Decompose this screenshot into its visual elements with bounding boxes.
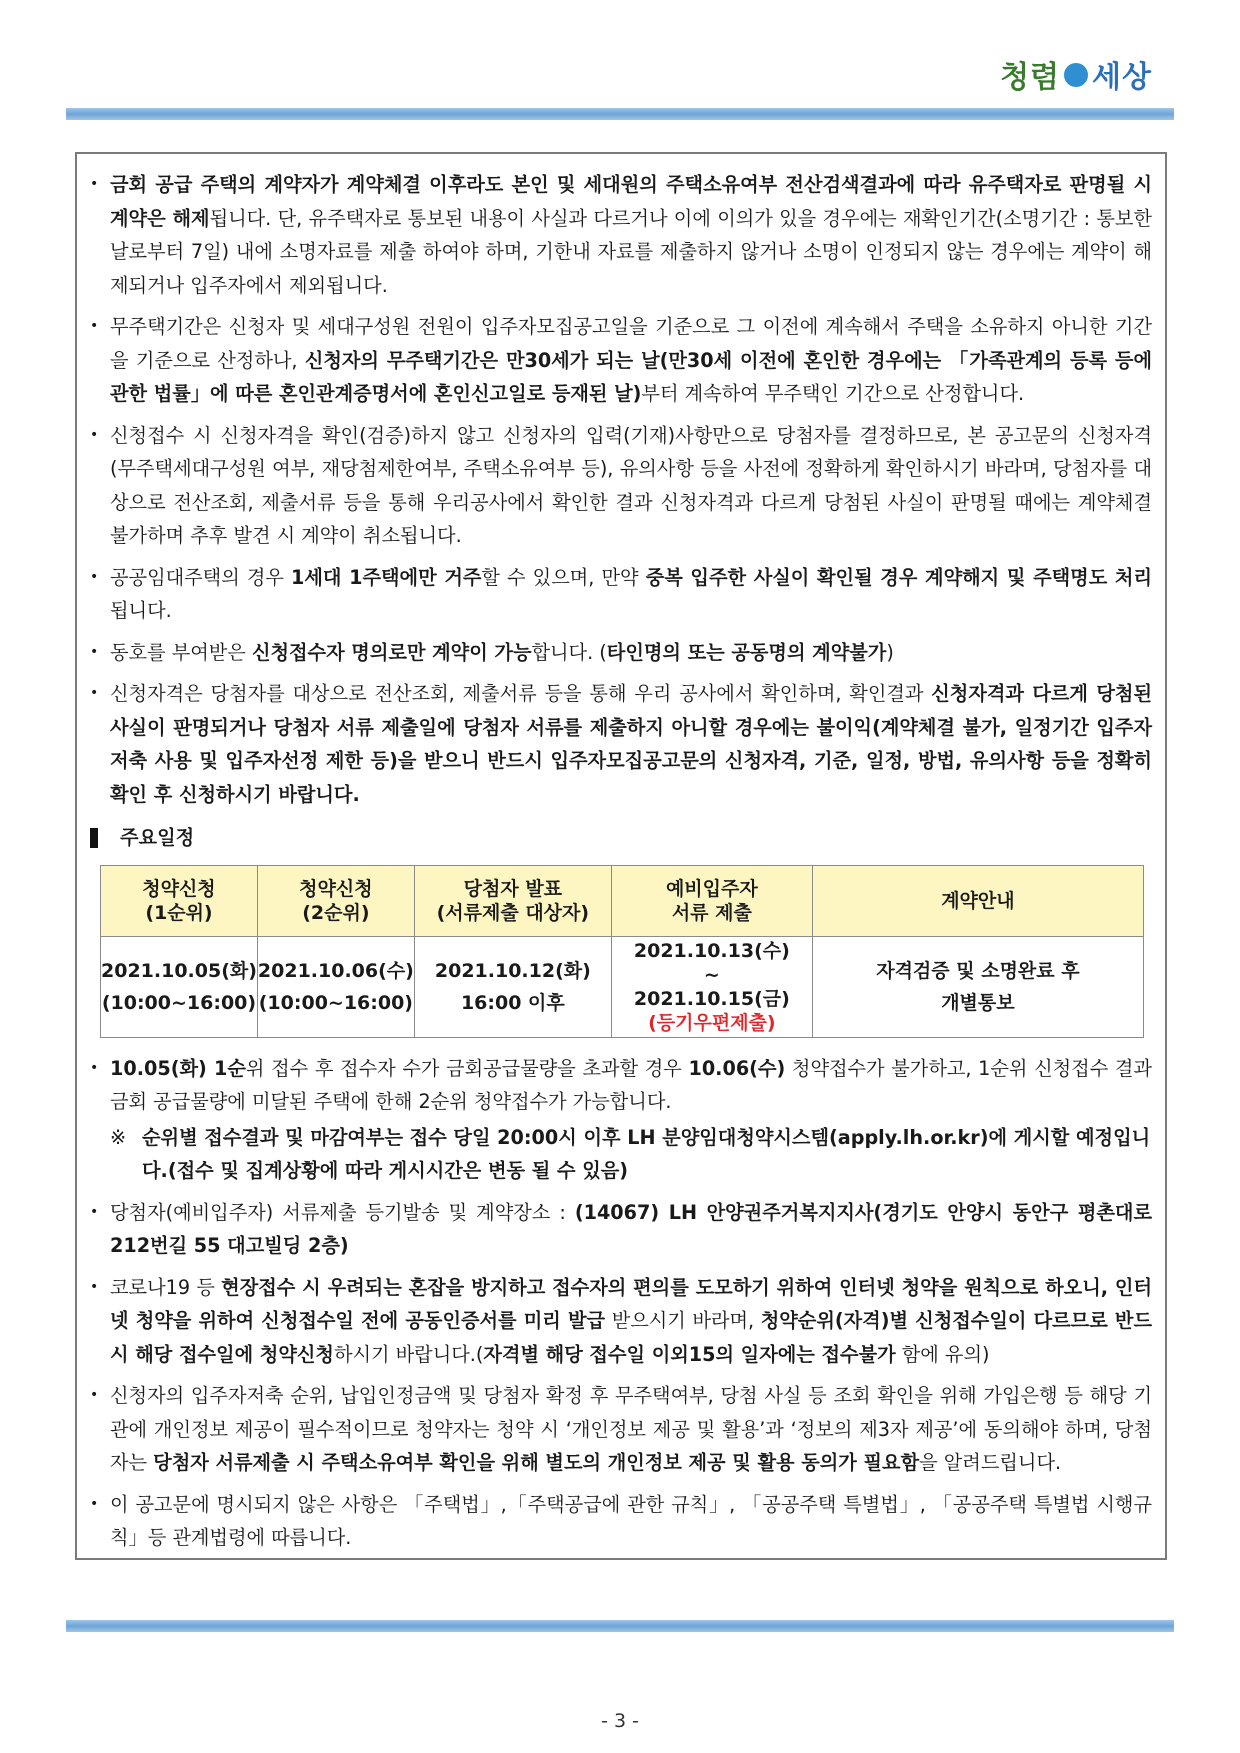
bullet-icon: • [90, 1387, 99, 1403]
cell-first-rank-date: 2021.10.05(화) (10:00~16:00) [101, 936, 258, 1037]
bullet-item [90, 1052, 1152, 1119]
bullet-item [90, 419, 1152, 553]
bullet-item [90, 636, 1152, 670]
bullet-text: 신청자의 입주자저축 순위, 납입인정금액 및 당첨자 확정 후 무주택여부, 당첨 사실 등 조회 확인을 위해 가입은행 등 해당 기관에 개인정보 제공이 필수적이므로 청약자는 청약 시 ‘개인정보 제공 및 활용’과 ‘정보의 제3자 제공’에 동의해야 하며, 당첨자는 당첨자 서류제출 시 주택소유여부 확인을 위해 별도의 개인정보 제공 및 활용 동의가 필요함을 알려드립니다. [110, 1384, 1152, 1474]
bullet-icon: • [90, 1278, 99, 1295]
bullet-icon: • [90, 426, 99, 443]
bullet-list-notices [90, 168, 1152, 811]
content-body [90, 168, 1152, 1563]
bullet-icon: • [90, 1203, 99, 1220]
header-second-rank: 청약신청 (2순위) [257, 865, 414, 936]
cell-announcement-date: 2021.10.12(화) 16:00 이후 [414, 936, 611, 1037]
bullet-icon: • [90, 318, 99, 334]
registered-mail-note: (등기우편제출) [648, 1011, 776, 1034]
bullet-text: 10.05(화) 1순위 접수 후 접수자 수가 금회공급물량을 초과할 경우 10.06(수) 청약접수가 불가하고, 1순위 신청접수 결과 금회 공급물량에 미달된 주택에 한해 2순위 청약접수가 가능합니다. [110, 1056, 1152, 1113]
logo-emblem-icon [1064, 63, 1088, 87]
header-winner-announcement: 당첨자 발표 (서류제출 대상자) [414, 865, 611, 936]
bullet-item [90, 561, 1152, 628]
cell-second-rank-date: 2021.10.06(수) (10:00~16:00) [257, 936, 414, 1037]
bullet-text: 코로나19 등 현장접수 시 우려되는 혼잡을 방지하고 접수자의 편의를 도모하기 위하여 인터넷 청약을 원칙으로 하오니, 인터넷 청약을 위하여 신청접수일 전에 공동인증서를 미리 발급 받으시기 바라며, 청약순위(자격)별 신청접수일이 다르므로 반드시 해당 접수일에 청약신청하시기 바랍니다.(자격별 해당 접수일 이외15의 일자에는 접수불가 함에 유의) [110, 1275, 1152, 1366]
bullet-item [90, 1196, 1152, 1263]
bullet-icon: • [90, 1059, 99, 1076]
schedule-table [100, 865, 1144, 1038]
bullet-text: 신청자격은 당첨자를 대상으로 전산조회, 제출서류 등을 통해 우리 공사에서 확인하며, 확인결과 신청자격과 다르게 당첨된 사실이 판명되거나 당첨자 서류 제출일에 당첨자 서류를 제출하지 아니할 경우에는 불이익(계약체결 불가, 일정기간 입주자저축 사용 및 입주자선정 제한 등)을 받으니 반드시 입주자모집공고문의 신청자격, 기준, 일정, 방법, 유의사항 등을 정확히 확인 후 신청하시기 바랍니다. [110, 682, 1152, 806]
bullet-item [90, 677, 1152, 811]
note-text: 순위별 접수결과 및 마감여부는 접수 당일 20:00시 이후 LH 분양임대청약시스템(apply.lh.or.kr)에 게시할 예정입니다.(접수 및 집계상황에 따라 게시시간은 변동 될 수 있음) [142, 1125, 1151, 1182]
bullet-icon: • [90, 685, 99, 701]
header-contract-info: 계약안내 [812, 865, 1143, 936]
cell-contract-info: 자격검증 및 소명완료 후 개별통보 [812, 936, 1143, 1037]
note-item [90, 1121, 1152, 1188]
bullet-text: 공공임대주택의 경우 1세대 1주택에만 거주할 수 있으며, 만약 중복 입주한 사실이 확인될 경우 계약해지 및 주택명도 처리됩니다. [110, 565, 1152, 622]
header-reserve-documents: 예비입주자 서류 제출 [611, 865, 812, 936]
bullet-item [90, 1488, 1152, 1555]
top-divider-bar [66, 108, 1174, 120]
section-heading [90, 821, 1152, 855]
bottom-divider-bar [66, 1620, 1174, 1632]
bullet-item [90, 168, 1152, 302]
logo [1000, 52, 1152, 96]
bullet-item [90, 1271, 1152, 1372]
schedule-header-row [101, 865, 1144, 936]
page-number: - 3 - [601, 1710, 639, 1732]
section-marker-icon [90, 828, 98, 848]
bullet-icon: • [90, 643, 99, 660]
cell-document-period: 2021.10.13(수) ~ 2021.10.15(금) (등기우편제출) [611, 936, 812, 1037]
logo-text-right: 세상 [1092, 60, 1152, 95]
bullet-text: 금회 공급 주택의 계약자가 계약체결 이후라도 본인 및 세대원의 주택소유여부 전산검색결과에 따라 유주택자로 판명될 시 계약은 해제됩니다. 단, 유주택자로 통보된 내용이 사실과 다르거나 이에 이의가 있을 경우에는 재확인기간(소명기간 : 통보한 날로부터 7일) 내에 소명자료를 제출 하여야 하며, 기한내 자료를 제출하지 않거나 소명이 인정되지 않는 경우에는 계약이 해제되거나 입주자에서 제외됩니다. [110, 173, 1152, 297]
logo-text-left: 청렴 [1000, 60, 1061, 95]
bullet-icon: • [90, 568, 99, 585]
bullet-text: 당첨자(예비입주자) 서류제출 등기발송 및 계약장소 : (14067) LH 안양권주거복지지사(경기도 안양시 동안구 평촌대로 212번길 55 대고빌딩 2층) [110, 1200, 1152, 1257]
bullet-icon: • [90, 1495, 99, 1512]
bullet-text: 신청접수 시 신청자격을 확인(검증)하지 않고 신청자의 입력(기재)사항만으로 당첨자를 결정하므로, 본 공고문의 신청자격 (무주택세대구성원 여부, 재당첨제한여부, 주택소유여부 등), 유의사항 등을 사전에 정확하게 확인하시기 바라며, 당첨자를 대상으로 전산조회, 제출서류 등을 통해 우리공사에서 확인한 결과 신청자격과 다르게 당첨된 사실이 판명될 때에는 계약체결 불가하며 추후 발견 시 계약이 취소됩니다. [110, 423, 1152, 547]
note-mark-icon: ※ [110, 1125, 127, 1149]
bullet-item [90, 1379, 1152, 1480]
bullet-icon: • [90, 176, 99, 192]
bullet-text: 무주택기간은 신청자 및 세대구성원 전원이 입주자모집공고일을 기준으로 그 이전에 계속해서 주택을 소유하지 아니한 기간을 기준으로 산정하나, 신청자의 무주택기간은 만30세가 되는 날(만30세 이전에 혼인한 경우에는 「가족관계의 등록 등에 관한 법률」에 따른 혼인관계증명서에 혼인신고일로 등재된 날)부터 계속하여 무주택인 기간으로 산정합니다. [110, 315, 1152, 405]
header-first-rank: 청약신청 (1순위) [101, 865, 258, 936]
bullet-item [90, 310, 1152, 411]
schedule-data-row [101, 936, 1144, 1037]
bullet-text: 이 공고문에 명시되지 않은 사항은 「주택법」,「주택공급에 관한 규칙」, 「공공주택 특별법」, 「공공주택 특별법 시행규칙」등 관계법령에 따릅니다. [110, 1492, 1152, 1549]
section-title: 주요일정 [120, 826, 195, 849]
bullet-text: 동호를 부여받은 신청접수자 명의로만 계약이 가능합니다. (타인명의 또는 공동명의 계약불가) [110, 640, 894, 664]
